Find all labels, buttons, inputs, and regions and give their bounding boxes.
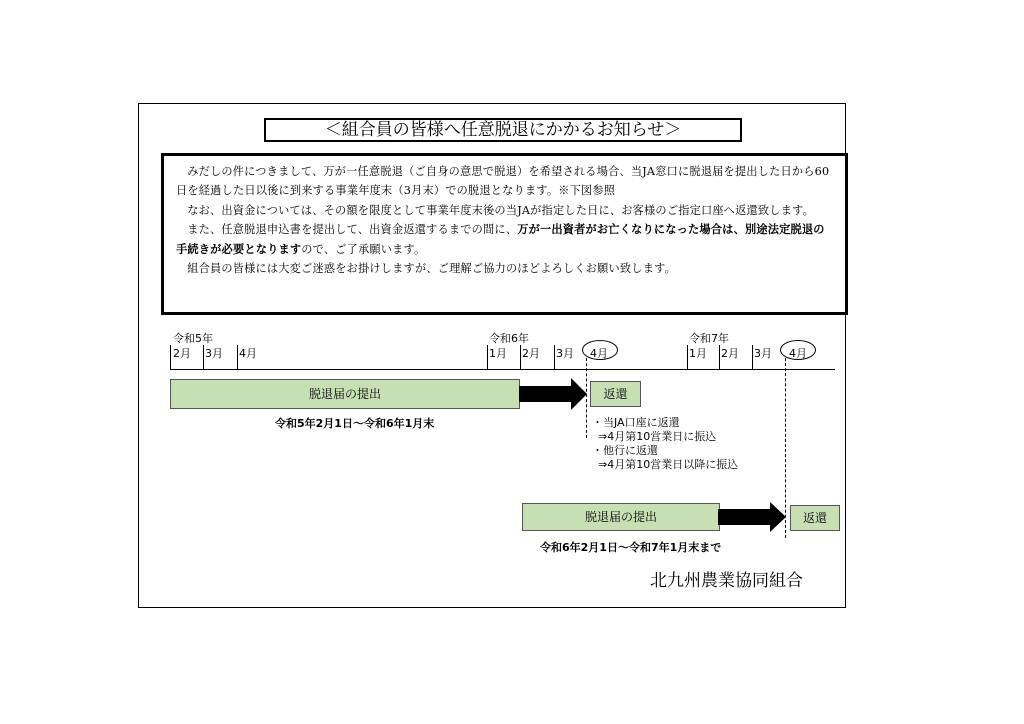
period-label-r5: 令和5年2月1日～令和6年1月末 [275,417,435,430]
tick [237,345,238,369]
note-own-account-date: ⇒4月第10営業日に振込 [598,430,717,443]
month-label-feb-r6: 2月 [522,347,540,360]
month-label-feb-r7: 2月 [721,347,739,360]
notice-paragraph-2: なお、出資金については、その額を限度として事業年度末後の当JAが指定した日に、お客様のご指定口座へ返還致します。 [187,203,814,217]
timeline-axis [170,369,835,370]
note-other-bank-date: ⇒4月第10営業日以降に振込 [598,458,739,471]
submission-box-r5: 脱退届の提出 [170,379,520,409]
return-box-r6: 返還 [590,381,641,407]
page-title: ＜組合員の皆様へ任意脱退にかかるお知らせ＞ [264,118,742,142]
tick [203,345,204,369]
notice-paragraph-4: 組合員の皆様には大変ご迷惑をお掛けしますが、ご理解ご協力のほどよろしくお願い致します。 [187,262,676,276]
submission-box-r6: 脱退届の提出 [522,503,720,531]
tick [687,345,688,369]
arrow-right-icon [519,378,587,410]
year-label-r6: 令和6年 [489,332,529,345]
notice-paragraph-3 [176,220,835,259]
tick [170,345,171,369]
tick [487,345,488,369]
month-label-mar-r5: 3月 [205,347,223,360]
tick [719,345,720,369]
month-label-apr-r5: 4月 [239,347,257,360]
note-own-account: ・当JA口座に返還 [592,416,680,429]
tick [752,345,753,369]
month-label-mar-r6: 3月 [556,347,574,360]
arrow-right-icon [718,502,786,532]
year-label-r7: 令和7年 [689,332,729,345]
month-label-feb-r5: 2月 [173,347,191,360]
month-label-apr-r6: 4月 [590,347,608,360]
month-label-mar-r7: 3月 [754,347,772,360]
period-label-r6: 令和6年2月1日～令和7年1月末まで [540,541,722,554]
month-label-apr-r7: 4月 [789,347,807,360]
year-label-r5: 令和5年 [173,332,213,345]
return-box-r7: 返還 [790,505,840,531]
notice-box [161,153,848,315]
notice-p3-start: また、任意脱退申込書を提出して、出資金返還するまでの間に、 [187,223,518,237]
highlight-oval-apr-r6 [582,340,618,360]
highlight-oval-apr-r7 [780,340,816,360]
tick [520,345,521,369]
note-other-bank: ・他行に返還 [592,444,658,457]
month-label-jan-r7: 1月 [689,347,707,360]
organization-name: 北九州農業協同組合 [650,571,803,591]
tick [554,345,555,369]
month-label-jan-r6: 1月 [489,347,507,360]
notice-p3-bold: 万が一出資者がお亡くなりになった場合は、別途法定脱退の手続きが必要となります [176,222,825,256]
notice-paragraph-1: みだしの件につきまして、万が一任意脱退（ご自身の意思で脱退）を希望される場合、当JA窓口に脱退届を提出した日から60日を経過した日以後に到来する事業年度末（3月末）での脱退となります。※下図参照 [176,165,830,198]
notice-p3-end: ので、ご了承願います。 [301,242,426,256]
